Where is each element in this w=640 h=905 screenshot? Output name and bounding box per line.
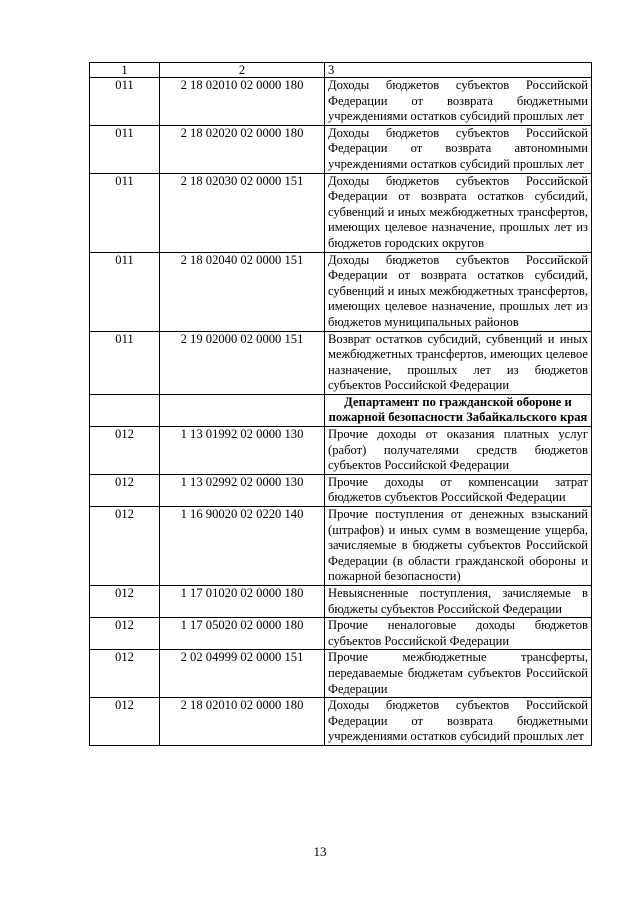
revenue-code-cell: 2 18 02030 02 0000 151: [160, 173, 325, 252]
admin-code-cell: 012: [90, 474, 160, 506]
description-cell: Прочие доходы от оказания платных услуг (работ) получателями средств бюджетов субъектов Российской Федерации: [325, 427, 592, 475]
table-row: [90, 125, 592, 173]
admin-code-cell: 012: [90, 507, 160, 586]
revenue-code-cell: 1 13 01992 02 0000 130: [160, 427, 325, 475]
table-row: [90, 78, 592, 126]
table-row: [90, 252, 592, 331]
description-cell: Прочие поступления от денежных взысканий (штрафов) и иных сумм в возмещение ущерба, зачисляемые в бюджеты субъектов Российской Федерации (в области гражданской обороны и пожарной безопасности): [325, 507, 592, 586]
page-number: 13: [313, 844, 327, 859]
revenue-code-cell: 2 18 02020 02 0000 180: [160, 125, 325, 173]
revenue-code-cell: 2 19 02000 02 0000 151: [160, 331, 325, 394]
revenue-code-cell: 1 16 90020 02 0220 140: [160, 507, 325, 586]
table-row: [90, 650, 592, 698]
description-cell: Доходы бюджетов субъектов Российской Федерации от возврата бюджетными учреждениями остатков субсидий прошлых лет: [325, 698, 592, 746]
revenue-code-cell: 1 17 01020 02 0000 180: [160, 586, 325, 618]
description-cell: Прочие неналоговые доходы бюджетов субъектов Российской Федерации: [325, 618, 592, 650]
description-cell: Невыясненные поступления, зачисляемые в бюджеты субъектов Российской Федерации: [325, 586, 592, 618]
admin-code-cell: 011: [90, 78, 160, 126]
revenue-code-cell: 2 02 04999 02 0000 151: [160, 650, 325, 698]
description-cell: Прочие межбюджетные трансферты, передаваемые бюджетам субъектов Российской Федерации: [325, 650, 592, 698]
revenue-code-cell: 2 18 02040 02 0000 151: [160, 252, 325, 331]
admin-code-cell: 012: [90, 618, 160, 650]
description-cell: Прочие доходы от компенсации затрат бюджетов субъектов Российской Федерации: [325, 474, 592, 506]
table-row: [90, 173, 592, 252]
admin-code-cell: 011: [90, 331, 160, 394]
section-heading: Департамент по гражданской обороне и пожарной безопасности Забайкальского края: [325, 394, 592, 426]
section-heading-row: [90, 394, 592, 426]
revenue-codes-table: [89, 62, 592, 746]
table-row: [90, 331, 592, 394]
revenue-code-cell: [160, 394, 325, 426]
description-cell: Доходы бюджетов субъектов Российской Федерации от возврата бюджетными учреждениями остатков субсидий прошлых лет: [325, 78, 592, 126]
table-row: [90, 618, 592, 650]
admin-code-cell: 012: [90, 586, 160, 618]
header-cell-2: 2: [160, 63, 325, 78]
description-cell: Возврат остатков субсидий, субвенций и иных межбюджетных трансфертов, имеющих целевое назначение, прошлых лет из бюджетов субъектов Российской Федерации: [325, 331, 592, 394]
description-cell: Доходы бюджетов субъектов Российской Федерации от возврата остатков субсидий, субвенций и иных межбюджетных трансфертов, имеющих целевое назначение, прошлых лет из бюджетов городских округов: [325, 173, 592, 252]
admin-code-cell: 011: [90, 173, 160, 252]
table-row: [90, 586, 592, 618]
admin-code-cell: 012: [90, 650, 160, 698]
document-page: [89, 62, 592, 746]
admin-code-cell: [90, 394, 160, 426]
table-row: [90, 474, 592, 506]
table-row: [90, 427, 592, 475]
revenue-code-cell: 1 13 02992 02 0000 130: [160, 474, 325, 506]
table-header-row: [90, 63, 592, 78]
header-cell-1: 1: [90, 63, 160, 78]
admin-code-cell: 012: [90, 698, 160, 746]
description-cell: Доходы бюджетов субъектов Российской Федерации от возврата автономными учреждениями остатков субсидий прошлых лет: [325, 125, 592, 173]
revenue-code-cell: 2 18 02010 02 0000 180: [160, 698, 325, 746]
header-cell-3: 3: [325, 63, 592, 78]
table-row: [90, 507, 592, 586]
revenue-code-cell: 1 17 05020 02 0000 180: [160, 618, 325, 650]
description-cell: Доходы бюджетов субъектов Российской Федерации от возврата остатков субсидий, субвенций и иных межбюджетных трансфертов, имеющих целевое назначение, прошлых лет из бюджетов муниципальных районов: [325, 252, 592, 331]
table-row: [90, 698, 592, 746]
admin-code-cell: 011: [90, 125, 160, 173]
admin-code-cell: 012: [90, 427, 160, 475]
revenue-code-cell: 2 18 02010 02 0000 180: [160, 78, 325, 126]
admin-code-cell: 011: [90, 252, 160, 331]
